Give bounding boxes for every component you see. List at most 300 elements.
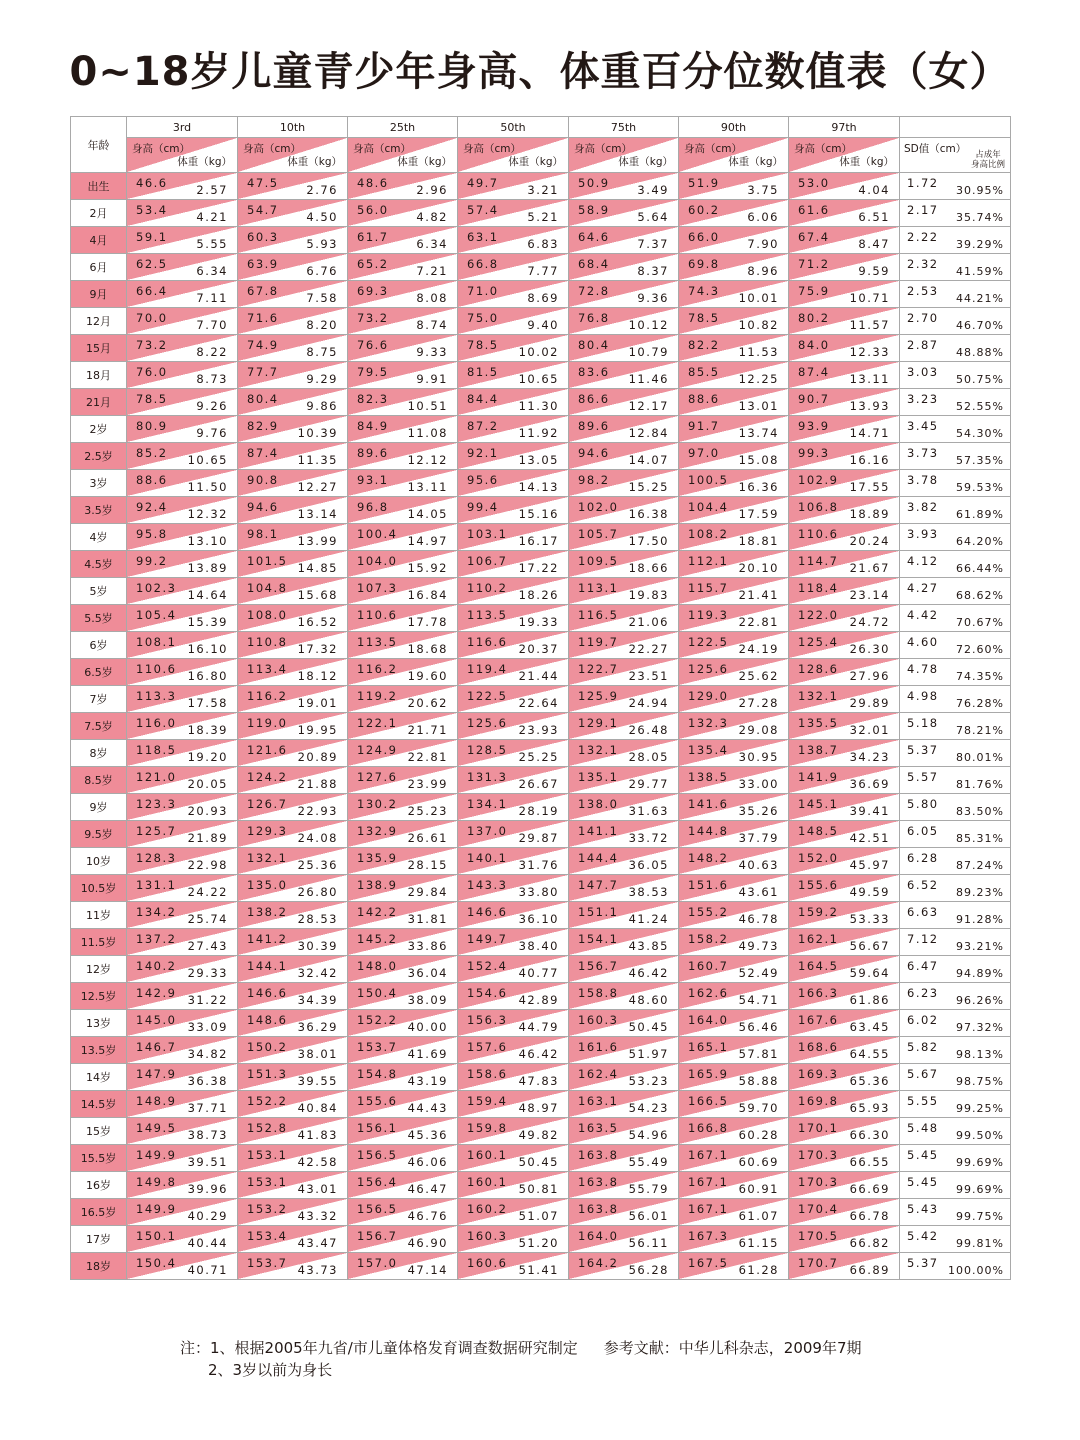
- value-cell: [127, 362, 238, 389]
- height-value: 128.6: [798, 662, 839, 676]
- weight-value: 20.89: [297, 750, 338, 764]
- value-cell: [127, 902, 238, 929]
- weight-value: 43.73: [297, 1263, 338, 1277]
- weight-value: 16.52: [297, 615, 338, 629]
- adult-height-ratio: 66.44%: [956, 562, 1004, 575]
- value-cell: [238, 308, 348, 335]
- weight-value: 26.80: [297, 885, 338, 899]
- age-cell: 6月: [71, 254, 127, 281]
- weight-value: 21.88: [297, 777, 338, 791]
- weight-value: 8.96: [747, 264, 779, 278]
- sd-cell: [900, 1253, 1011, 1280]
- weight-value: 56.28: [628, 1263, 669, 1277]
- sd-cell: [900, 1172, 1011, 1199]
- weight-value: 20.37: [518, 642, 559, 656]
- height-value: 157.0: [357, 1256, 398, 1270]
- value-cell: [127, 1145, 238, 1172]
- height-value: 95.6: [467, 473, 499, 487]
- value-cell: [569, 1037, 679, 1064]
- weight-value: 9.86: [306, 399, 338, 413]
- weight-value: 38.01: [297, 1047, 338, 1061]
- value-cell: [789, 713, 900, 740]
- height-value: 95.8: [136, 527, 168, 541]
- height-value: 163.8: [578, 1202, 619, 1216]
- value-cell: [569, 389, 679, 416]
- height-header-label: 身高（cm）: [463, 143, 522, 155]
- height-value: 156.3: [467, 1013, 508, 1027]
- value-cell: [127, 848, 238, 875]
- height-value: 170.4: [798, 1202, 839, 1216]
- height-value: 98.1: [247, 527, 279, 541]
- value-cell: [569, 659, 679, 686]
- value-cell: [127, 821, 238, 848]
- height-value: 124.2: [247, 770, 288, 784]
- height-value: 122.1: [357, 716, 398, 730]
- height-value: 124.9: [357, 743, 398, 757]
- weight-value: 5.55: [196, 237, 228, 251]
- sd-cell: [900, 767, 1011, 794]
- weight-value: 52.49: [738, 966, 779, 980]
- weight-value: 17.59: [738, 507, 779, 521]
- weight-value: 29.87: [518, 831, 559, 845]
- age-cell: 6.5岁: [71, 659, 127, 686]
- height-value: 57.4: [467, 203, 499, 217]
- value-cell: [458, 1091, 569, 1118]
- table-row: [71, 983, 1011, 1010]
- weight-value: 19.60: [407, 669, 448, 683]
- age-cell: 7.5岁: [71, 713, 127, 740]
- weight-value: 12.25: [738, 372, 779, 386]
- adult-height-ratio: 48.88%: [956, 346, 1004, 359]
- weight-value: 21.71: [407, 723, 448, 737]
- weight-value: 44.43: [407, 1101, 448, 1115]
- weight-value: 11.35: [297, 453, 338, 467]
- weight-value: 61.86: [849, 993, 890, 1007]
- value-cell: [238, 1091, 348, 1118]
- measure-header-row: [71, 138, 1011, 173]
- height-value: 98.2: [578, 473, 610, 487]
- sd-value: 2.17: [907, 203, 939, 217]
- height-value: 138.9: [357, 878, 398, 892]
- weight-value: 64.55: [849, 1047, 890, 1061]
- age-cell: 12岁: [71, 956, 127, 983]
- value-cell: [679, 551, 789, 578]
- weight-value: 16.80: [187, 669, 228, 683]
- height-value: 60.2: [688, 203, 720, 217]
- value-cell: [348, 632, 458, 659]
- value-cell: [789, 524, 900, 551]
- weight-value: 23.93: [518, 723, 559, 737]
- value-cell: [458, 1253, 569, 1280]
- value-cell: [127, 254, 238, 281]
- value-cell: [238, 470, 348, 497]
- value-cell: [348, 659, 458, 686]
- value-cell: [238, 497, 348, 524]
- height-value: 46.6: [136, 176, 168, 190]
- weight-value: 15.08: [738, 453, 779, 467]
- height-value: 150.1: [136, 1229, 177, 1243]
- weight-value: 22.98: [187, 858, 228, 872]
- height-value: 153.1: [247, 1148, 288, 1162]
- height-value: 164.5: [798, 959, 839, 973]
- value-cell: [569, 929, 679, 956]
- height-value: 145.1: [798, 797, 839, 811]
- sd-cell: [900, 794, 1011, 821]
- value-cell: [679, 713, 789, 740]
- height-value: 126.7: [247, 797, 288, 811]
- height-value: 56.0: [357, 203, 389, 217]
- age-cell: 21月: [71, 389, 127, 416]
- value-cell: [458, 1145, 569, 1172]
- height-value: 94.6: [578, 446, 610, 460]
- table-row: [71, 200, 1011, 227]
- age-cell: 2岁: [71, 416, 127, 443]
- weight-value: 4.21: [196, 210, 228, 224]
- table-row: [71, 1199, 1011, 1226]
- height-value: 122.5: [688, 635, 729, 649]
- sd-cell: [900, 875, 1011, 902]
- note-line-1: 注：1、根据2005年九省/市儿童体格发育调查数据研究制定: [180, 1339, 578, 1357]
- height-value: 113.1: [578, 581, 619, 595]
- height-value: 151.6: [688, 878, 729, 892]
- value-cell: [458, 1037, 569, 1064]
- weight-value: 39.96: [187, 1182, 228, 1196]
- height-value: 125.4: [798, 635, 839, 649]
- height-value: 131.1: [136, 878, 177, 892]
- height-value: 75.0: [467, 311, 499, 325]
- value-cell: [238, 1010, 348, 1037]
- value-cell: [127, 497, 238, 524]
- weight-value: 2.96: [416, 183, 448, 197]
- footnotes: [180, 1337, 862, 1381]
- weight-value: 51.97: [628, 1047, 669, 1061]
- sd-value: 5.48: [907, 1121, 939, 1135]
- percentile-header: 3rd: [127, 117, 238, 138]
- weight-value: 9.59: [858, 264, 890, 278]
- weight-value: 2.76: [306, 183, 338, 197]
- value-cell: [348, 929, 458, 956]
- weight-value: 18.12: [297, 669, 338, 683]
- weight-value: 60.69: [738, 1155, 779, 1169]
- weight-header-label: 体重（kg）: [839, 156, 894, 168]
- value-cell: [789, 1091, 900, 1118]
- weight-value: 20.05: [187, 777, 228, 791]
- weight-value: 13.11: [849, 372, 890, 386]
- weight-value: 36.04: [407, 966, 448, 980]
- value-cell: [679, 1145, 789, 1172]
- value-cell: [569, 794, 679, 821]
- ratio-label-line1: 占成年: [975, 150, 1001, 160]
- value-cell: [127, 713, 238, 740]
- value-cell: [789, 470, 900, 497]
- value-cell: [348, 389, 458, 416]
- height-value: 137.0: [467, 824, 508, 838]
- sd-value: 3.78: [907, 473, 939, 487]
- height-value: 78.5: [467, 338, 499, 352]
- table-row: [71, 821, 1011, 848]
- weight-value: 48.97: [518, 1101, 559, 1115]
- value-cell: [127, 767, 238, 794]
- weight-value: 21.67: [849, 561, 890, 575]
- adult-height-ratio: 85.31%: [956, 832, 1004, 845]
- table-row: [71, 416, 1011, 443]
- age-cell: 18岁: [71, 1253, 127, 1280]
- value-cell: [238, 362, 348, 389]
- weight-value: 29.33: [187, 966, 228, 980]
- weight-value: 49.73: [738, 939, 779, 953]
- value-cell: [789, 1226, 900, 1253]
- sd-cell: [900, 902, 1011, 929]
- height-value: 104.0: [357, 554, 398, 568]
- value-cell: [789, 875, 900, 902]
- height-value: 107.3: [357, 581, 398, 595]
- value-cell: [238, 1118, 348, 1145]
- value-cell: [348, 956, 458, 983]
- value-cell: [238, 821, 348, 848]
- sd-value: 3.82: [907, 500, 939, 514]
- weight-value: 61.07: [738, 1209, 779, 1223]
- weight-value: 61.15: [738, 1236, 779, 1250]
- height-value: 71.2: [798, 257, 830, 271]
- weight-value: 39.41: [849, 804, 890, 818]
- height-value: 93.1: [357, 473, 389, 487]
- sd-cell: [900, 362, 1011, 389]
- height-value: 125.7: [136, 824, 177, 838]
- sd-cell: [900, 335, 1011, 362]
- weight-value: 11.92: [518, 426, 559, 440]
- table-row: [71, 524, 1011, 551]
- weight-value: 11.57: [849, 318, 890, 332]
- weight-value: 18.81: [738, 534, 779, 548]
- adult-height-ratio: 57.35%: [956, 454, 1004, 467]
- value-cell: [569, 1064, 679, 1091]
- percentile-header: 25th: [348, 117, 458, 138]
- sd-cell: [900, 1064, 1011, 1091]
- value-cell: [348, 983, 458, 1010]
- value-cell: [458, 416, 569, 443]
- value-cell: [789, 1037, 900, 1064]
- sd-cell: [900, 416, 1011, 443]
- weight-value: 49.82: [518, 1128, 559, 1142]
- value-cell: [679, 1172, 789, 1199]
- weight-value: 26.30: [849, 642, 890, 656]
- weight-value: 15.25: [628, 480, 669, 494]
- value-cell: [238, 659, 348, 686]
- height-value: 74.3: [688, 284, 720, 298]
- weight-value: 56.11: [628, 1236, 669, 1250]
- table-row: [71, 1253, 1011, 1280]
- value-cell: [348, 470, 458, 497]
- value-cell: [127, 443, 238, 470]
- value-cell: [679, 767, 789, 794]
- height-value: 148.6: [247, 1013, 288, 1027]
- weight-value: 8.47: [858, 237, 890, 251]
- value-cell: [569, 254, 679, 281]
- height-value: 170.3: [798, 1175, 839, 1189]
- table-row: [71, 767, 1011, 794]
- age-cell: 16岁: [71, 1172, 127, 1199]
- height-value: 96.8: [357, 500, 389, 514]
- height-value: 60.3: [247, 230, 279, 244]
- value-cell: [569, 848, 679, 875]
- weight-value: 34.23: [849, 750, 890, 764]
- value-cell: [238, 335, 348, 362]
- adult-height-ratio: 80.01%: [956, 751, 1004, 764]
- value-cell: [458, 1010, 569, 1037]
- value-cell: [127, 551, 238, 578]
- height-value: 76.8: [578, 311, 610, 325]
- value-cell: [348, 1010, 458, 1037]
- value-cell: [127, 686, 238, 713]
- height-value: 138.2: [247, 905, 288, 919]
- height-value: 129.1: [578, 716, 619, 730]
- weight-value: 8.69: [527, 291, 559, 305]
- height-value: 153.1: [247, 1175, 288, 1189]
- value-cell: [569, 902, 679, 929]
- value-cell: [348, 254, 458, 281]
- sd-cell: [900, 1010, 1011, 1037]
- weight-value: 19.20: [187, 750, 228, 764]
- height-value: 113.4: [247, 662, 288, 676]
- adult-height-ratio: 74.35%: [956, 670, 1004, 683]
- value-cell: [458, 1118, 569, 1145]
- sd-value: 4.98: [907, 689, 939, 703]
- height-value: 77.7: [247, 365, 279, 379]
- weight-value: 43.85: [628, 939, 669, 953]
- weight-value: 6.34: [416, 237, 448, 251]
- height-value: 146.6: [247, 986, 288, 1000]
- weight-value: 9.40: [527, 318, 559, 332]
- weight-value: 18.66: [628, 561, 669, 575]
- weight-value: 19.95: [297, 723, 338, 737]
- height-value: 152.2: [247, 1094, 288, 1108]
- value-cell: [458, 443, 569, 470]
- sd-cell: [900, 1037, 1011, 1064]
- weight-value: 22.93: [297, 804, 338, 818]
- height-value: 125.6: [467, 716, 508, 730]
- weight-value: 12.12: [407, 453, 448, 467]
- weight-value: 33.00: [738, 777, 779, 791]
- height-value: 67.8: [247, 284, 279, 298]
- value-cell: [127, 389, 238, 416]
- value-cell: [789, 929, 900, 956]
- value-cell: [789, 686, 900, 713]
- value-cell: [569, 443, 679, 470]
- height-value: 115.7: [688, 581, 729, 595]
- height-weight-header: [348, 138, 458, 173]
- value-cell: [679, 1037, 789, 1064]
- table-row: [71, 1172, 1011, 1199]
- sd-cell: [900, 470, 1011, 497]
- weight-value: 38.73: [187, 1128, 228, 1142]
- age-cell: 10岁: [71, 848, 127, 875]
- value-cell: [127, 632, 238, 659]
- reference-note: 参考文献：中华儿科杂志，2009年7期: [603, 1339, 862, 1357]
- height-value: 102.9: [798, 473, 839, 487]
- height-value: 89.6: [578, 419, 610, 433]
- value-cell: [458, 767, 569, 794]
- value-cell: [679, 686, 789, 713]
- weight-value: 16.36: [738, 480, 779, 494]
- weight-value: 38.40: [518, 939, 559, 953]
- height-value: 74.9: [247, 338, 279, 352]
- weight-value: 10.82: [738, 318, 779, 332]
- value-cell: [238, 227, 348, 254]
- height-value: 163.8: [578, 1148, 619, 1162]
- height-weight-header: [458, 138, 569, 173]
- weight-header-label: 体重（kg）: [728, 156, 783, 168]
- sd-value: 5.67: [907, 1067, 939, 1081]
- age-cell: 17岁: [71, 1226, 127, 1253]
- weight-value: 25.36: [297, 858, 338, 872]
- weight-value: 10.65: [518, 372, 559, 386]
- weight-value: 46.76: [407, 1209, 448, 1223]
- sd-header-blank: [900, 117, 1011, 138]
- adult-height-ratio: 97.32%: [956, 1021, 1004, 1034]
- height-value: 99.3: [798, 446, 830, 460]
- weight-value: 20.62: [407, 696, 448, 710]
- height-value: 149.8: [136, 1175, 177, 1189]
- value-cell: [458, 929, 569, 956]
- value-cell: [238, 578, 348, 605]
- age-cell: 13.5岁: [71, 1037, 127, 1064]
- height-value: 53.4: [136, 203, 168, 217]
- note-line-2: 2、3岁以前为身长: [208, 1361, 333, 1379]
- height-value: 152.2: [357, 1013, 398, 1027]
- height-value: 88.6: [136, 473, 168, 487]
- value-cell: [789, 173, 900, 200]
- weight-value: 23.99: [407, 777, 448, 791]
- sd-cell: [900, 1091, 1011, 1118]
- value-cell: [238, 173, 348, 200]
- height-value: 90.8: [247, 473, 279, 487]
- value-cell: [679, 200, 789, 227]
- sd-value: 4.78: [907, 662, 939, 676]
- weight-value: 28.05: [628, 750, 669, 764]
- height-value: 122.5: [467, 689, 508, 703]
- weight-value: 46.42: [628, 966, 669, 980]
- height-value: 151.1: [578, 905, 619, 919]
- height-value: 93.9: [798, 419, 830, 433]
- height-value: 119.7: [578, 635, 619, 649]
- value-cell: [789, 794, 900, 821]
- height-value: 138.5: [688, 770, 729, 784]
- weight-value: 13.10: [187, 534, 228, 548]
- sd-value: 2.22: [907, 230, 939, 244]
- value-cell: [348, 875, 458, 902]
- height-value: 68.4: [578, 257, 610, 271]
- value-cell: [238, 1226, 348, 1253]
- adult-height-ratio: 98.13%: [956, 1048, 1004, 1061]
- height-value: 170.7: [798, 1256, 839, 1270]
- value-cell: [348, 1037, 458, 1064]
- weight-value: 36.38: [187, 1074, 228, 1088]
- age-column-header: [71, 117, 127, 173]
- height-value: 54.7: [247, 203, 279, 217]
- weight-value: 8.74: [416, 318, 448, 332]
- table-row: [71, 956, 1011, 983]
- height-value: 58.9: [578, 203, 610, 217]
- sd-value: 4.12: [907, 554, 939, 568]
- value-cell: [679, 578, 789, 605]
- height-value: 82.9: [247, 419, 279, 433]
- value-cell: [127, 308, 238, 335]
- weight-value: 22.81: [738, 615, 779, 629]
- value-cell: [458, 362, 569, 389]
- sd-value: 3.73: [907, 446, 939, 460]
- weight-value: 40.63: [738, 858, 779, 872]
- height-value: 154.8: [357, 1067, 398, 1081]
